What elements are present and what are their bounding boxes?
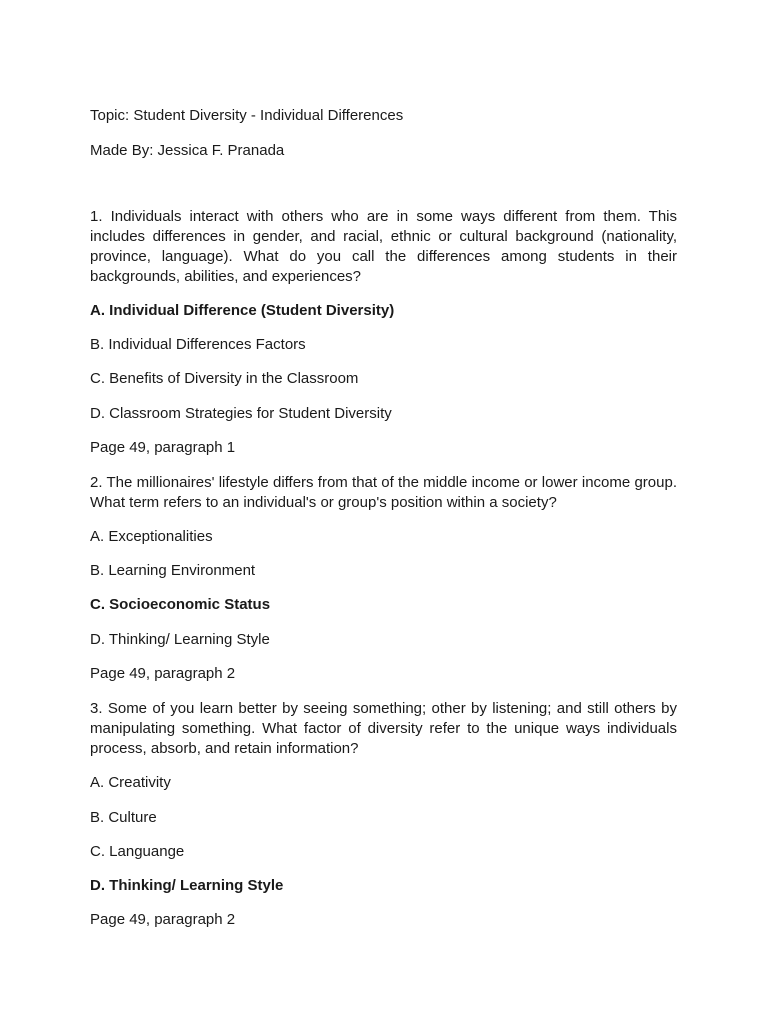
- question-2-text: 2. The millionaires' lifestyle differs from that of the middle income or lower income group. What term refers to an individual's or group's position within a society?: [90, 474, 677, 511]
- question-1-option-b: B. Individual Differences Factors: [90, 336, 306, 353]
- question-3-reference: Page 49, paragraph 2: [90, 911, 236, 928]
- document-page: [90, 0, 677, 1024]
- question-3-option-a: A. Creativity: [90, 774, 171, 791]
- topic-line: Topic: Student Diversity - Individual Differences: [90, 107, 404, 124]
- question-2-reference: Page 49, paragraph 2: [90, 665, 236, 682]
- question-3-option-b: B. Culture: [90, 809, 157, 826]
- question-1-option-c: C. Benefits of Diversity in the Classroom: [90, 370, 359, 387]
- question-2-option-a: A. Exceptionalities: [90, 528, 213, 545]
- question-1-text: 1. Individuals interact with others who are in some ways different from them. This includes differences in gender, and racial, ethnic or cultural background (nationality, province, language). What do you call the differences among students in their backgrounds, abilities, and experiences?: [90, 208, 677, 285]
- question-2-option-b: B. Learning Environment: [90, 562, 256, 579]
- author-line: Made By: Jessica F. Pranada: [90, 142, 285, 159]
- question-3-option-d-answer: D. Thinking/ Learning Style: [90, 877, 284, 894]
- question-2-option-d: D. Thinking/ Learning Style: [90, 631, 270, 648]
- question-1-reference: Page 49, paragraph 1: [90, 439, 236, 456]
- question-3-text: 3. Some of you learn better by seeing something; other by listening; and still others by manipulating something. What factor of diversity refer to the unique ways individuals process, absorb, and retain information?: [90, 700, 677, 757]
- question-3-option-c: C. Languange: [90, 843, 185, 860]
- question-1-option-a-answer: A. Individual Difference (Student Diversity): [90, 302, 395, 319]
- question-2-option-c-answer: C. Socioeconomic Status: [90, 596, 271, 613]
- question-1-option-d: D. Classroom Strategies for Student Diversity: [90, 405, 392, 422]
